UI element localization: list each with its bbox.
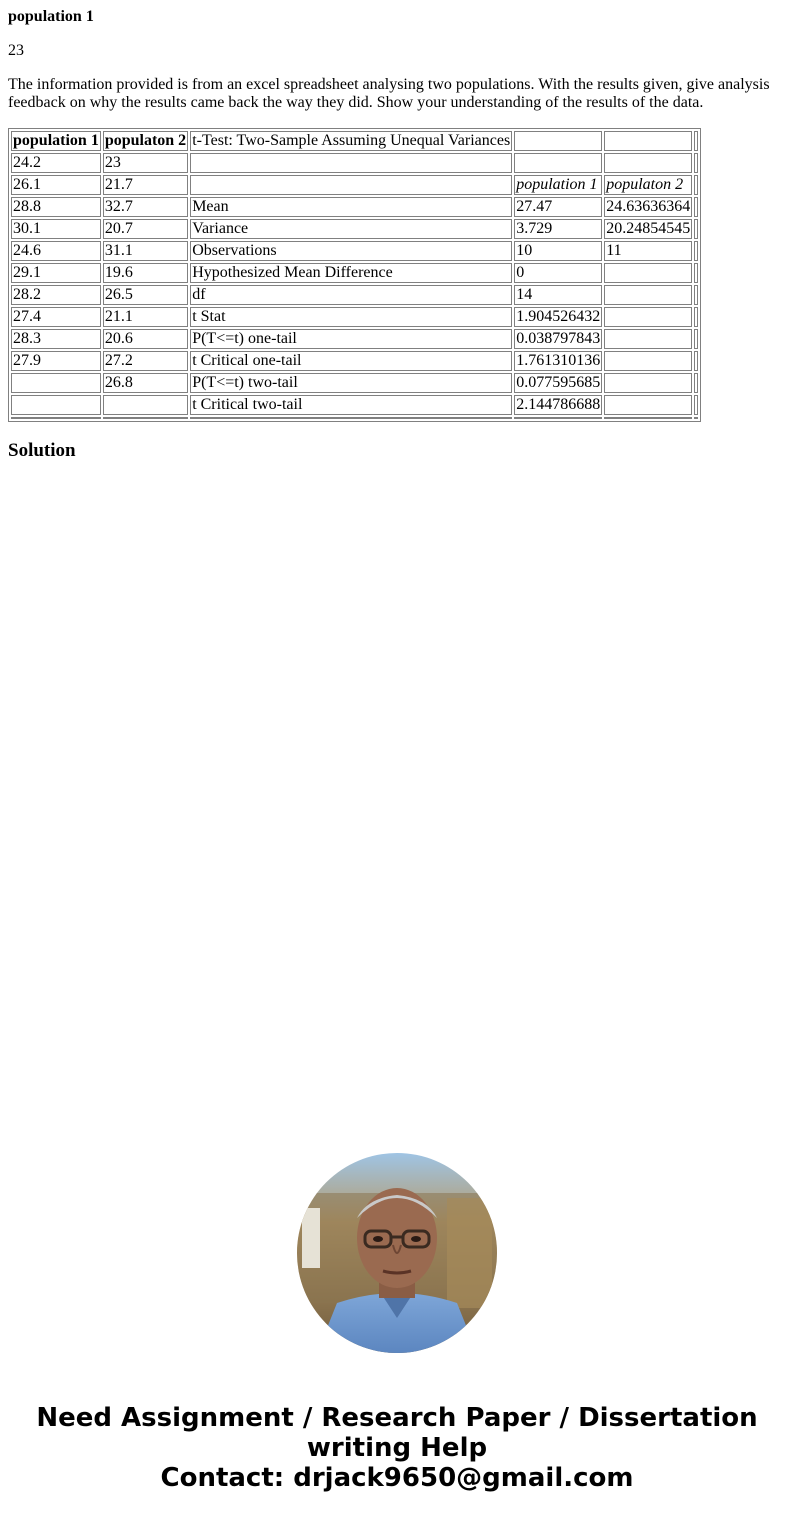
promo-contact: Contact: drjack9650@gmail.com: [160, 1463, 634, 1493]
table-cell: 30.1: [11, 219, 101, 239]
table-cell: [604, 285, 692, 305]
table-cell-empty: [694, 285, 698, 305]
table-cell-empty: [11, 417, 101, 419]
question-text: The information provided is from an excel spreadsheet analysing two populations. With the results given, give analysis feedback on why the results came back the way they did. Show your understanding of the results of the data.: [8, 76, 770, 111]
table-cell: 24.6: [11, 241, 101, 261]
table-cell: 28.2: [11, 285, 101, 305]
table-cell: 1.904526432: [516, 308, 601, 325]
table-cell: Mean: [190, 197, 512, 217]
table-cell: 10: [514, 241, 602, 261]
table-cell-empty: [103, 417, 188, 419]
table-cell: [604, 351, 692, 371]
table-cell: 21.1: [103, 307, 188, 327]
table-cell: [11, 395, 101, 415]
table-cell: 0.038797843: [516, 330, 601, 347]
table-cell: 14: [514, 285, 602, 305]
table-cell: 29.1: [11, 263, 101, 283]
table-cell: population 1: [13, 132, 99, 149]
data-table: [8, 128, 701, 422]
table-cell: [604, 329, 692, 349]
table-cell: [11, 373, 101, 393]
table-cell-empty: [694, 263, 698, 283]
table-cell: populaton 2: [604, 175, 692, 195]
author-photo: [297, 1153, 497, 1353]
table-row: [11, 197, 698, 217]
table-cell: Observations: [190, 241, 512, 261]
table-cell: [190, 153, 512, 173]
table-cell: 11: [604, 241, 692, 261]
table-cell: 31.1: [103, 241, 188, 261]
question-title: population 1: [8, 8, 94, 25]
table-cell: 20.24854545: [606, 220, 691, 237]
table-cell: 21.7: [103, 175, 188, 195]
table-cell: [604, 263, 692, 283]
table-cell: [514, 153, 602, 173]
table-cell-empty: [514, 417, 602, 419]
table-row: [11, 351, 698, 371]
table-cell: [604, 373, 692, 393]
table-cell: [190, 175, 512, 195]
table-cell: Hypothesized Mean Difference: [190, 263, 512, 283]
table-cell-empty: [694, 329, 698, 349]
table-cell: t Critical two-tail: [190, 395, 512, 415]
table-row: [11, 131, 698, 151]
table-cell-empty: [694, 241, 698, 261]
promo-line: Need Assignment / Research Paper / Dissertation: [36, 1403, 758, 1433]
table-cell: [103, 395, 188, 415]
solution-heading: Solution: [8, 440, 76, 461]
table-cell-empty: [694, 395, 698, 415]
table-row: [11, 285, 698, 305]
table-cell: 27.9: [11, 351, 101, 371]
table-cell-empty: [694, 153, 698, 173]
table-cell: [604, 307, 692, 327]
table-cell: t Critical one-tail: [190, 351, 512, 371]
table-row: [11, 219, 698, 239]
promo-line: writing Help: [306, 1433, 488, 1463]
table-cell: 24.63636364: [606, 198, 691, 215]
table-cell-empty: [694, 219, 698, 239]
question-number: 23: [8, 42, 24, 59]
table-cell: 26.1: [11, 175, 101, 195]
table-cell: 26.5: [103, 285, 188, 305]
table-cell: 27.47: [514, 197, 602, 217]
table-cell: 27.2: [103, 351, 188, 371]
table-cell: 20.7: [103, 219, 188, 239]
author-photo-illustration: [297, 1153, 497, 1353]
table-row-spacer: [11, 417, 698, 419]
table-cell-empty: [604, 417, 692, 419]
table-cell: 20.6: [103, 329, 188, 349]
table-cell: 26.8: [103, 373, 188, 393]
table-cell: P(T<=t) one-tail: [190, 329, 512, 349]
table-cell: populaton 2: [104, 132, 187, 149]
table-cell: 27.4: [11, 307, 101, 327]
table-row: [11, 241, 698, 261]
table-row: [11, 373, 698, 393]
table-cell: [604, 395, 692, 415]
table-cell: 19.6: [103, 263, 188, 283]
table-cell: [604, 153, 692, 173]
table-cell-empty: [694, 307, 698, 327]
table-cell: t-Test: Two-Sample Assuming Unequal Variances: [192, 132, 511, 149]
table-cell: 28.8: [11, 197, 101, 217]
table-cell-empty: [694, 417, 698, 419]
table-row: [11, 395, 698, 415]
table-cell-empty: [694, 131, 698, 151]
table-cell: 0.077595685: [516, 374, 601, 391]
table-cell: [514, 131, 602, 151]
table-cell: 24.2: [11, 153, 101, 173]
table-row: [11, 307, 698, 327]
table-row: [11, 175, 698, 195]
table-cell-empty: [694, 197, 698, 217]
table-row: [11, 153, 698, 173]
table-cell: 23: [103, 153, 188, 173]
table-cell: 3.729: [514, 219, 602, 239]
table-cell: 1.761310136: [516, 352, 601, 369]
table-cell: [604, 131, 692, 151]
table-cell: 0: [514, 263, 602, 283]
table-cell-empty: [694, 351, 698, 371]
table-cell: 28.3: [11, 329, 101, 349]
table-cell: 2.144786688: [516, 396, 601, 413]
table-cell-empty: [694, 373, 698, 393]
table-row: [11, 329, 698, 349]
table-row: [11, 263, 698, 283]
promo-banner: [0, 1403, 794, 1493]
table-cell: P(T<=t) two-tail: [190, 373, 512, 393]
table-cell: population 1: [514, 175, 602, 195]
document-content: [0, 0, 794, 462]
table-cell: Variance: [190, 219, 512, 239]
table-cell-empty: [694, 175, 698, 195]
table-cell: t Stat: [190, 307, 512, 327]
table-cell-empty: [190, 417, 512, 419]
table-cell: 32.7: [103, 197, 188, 217]
table-cell: df: [190, 285, 512, 305]
